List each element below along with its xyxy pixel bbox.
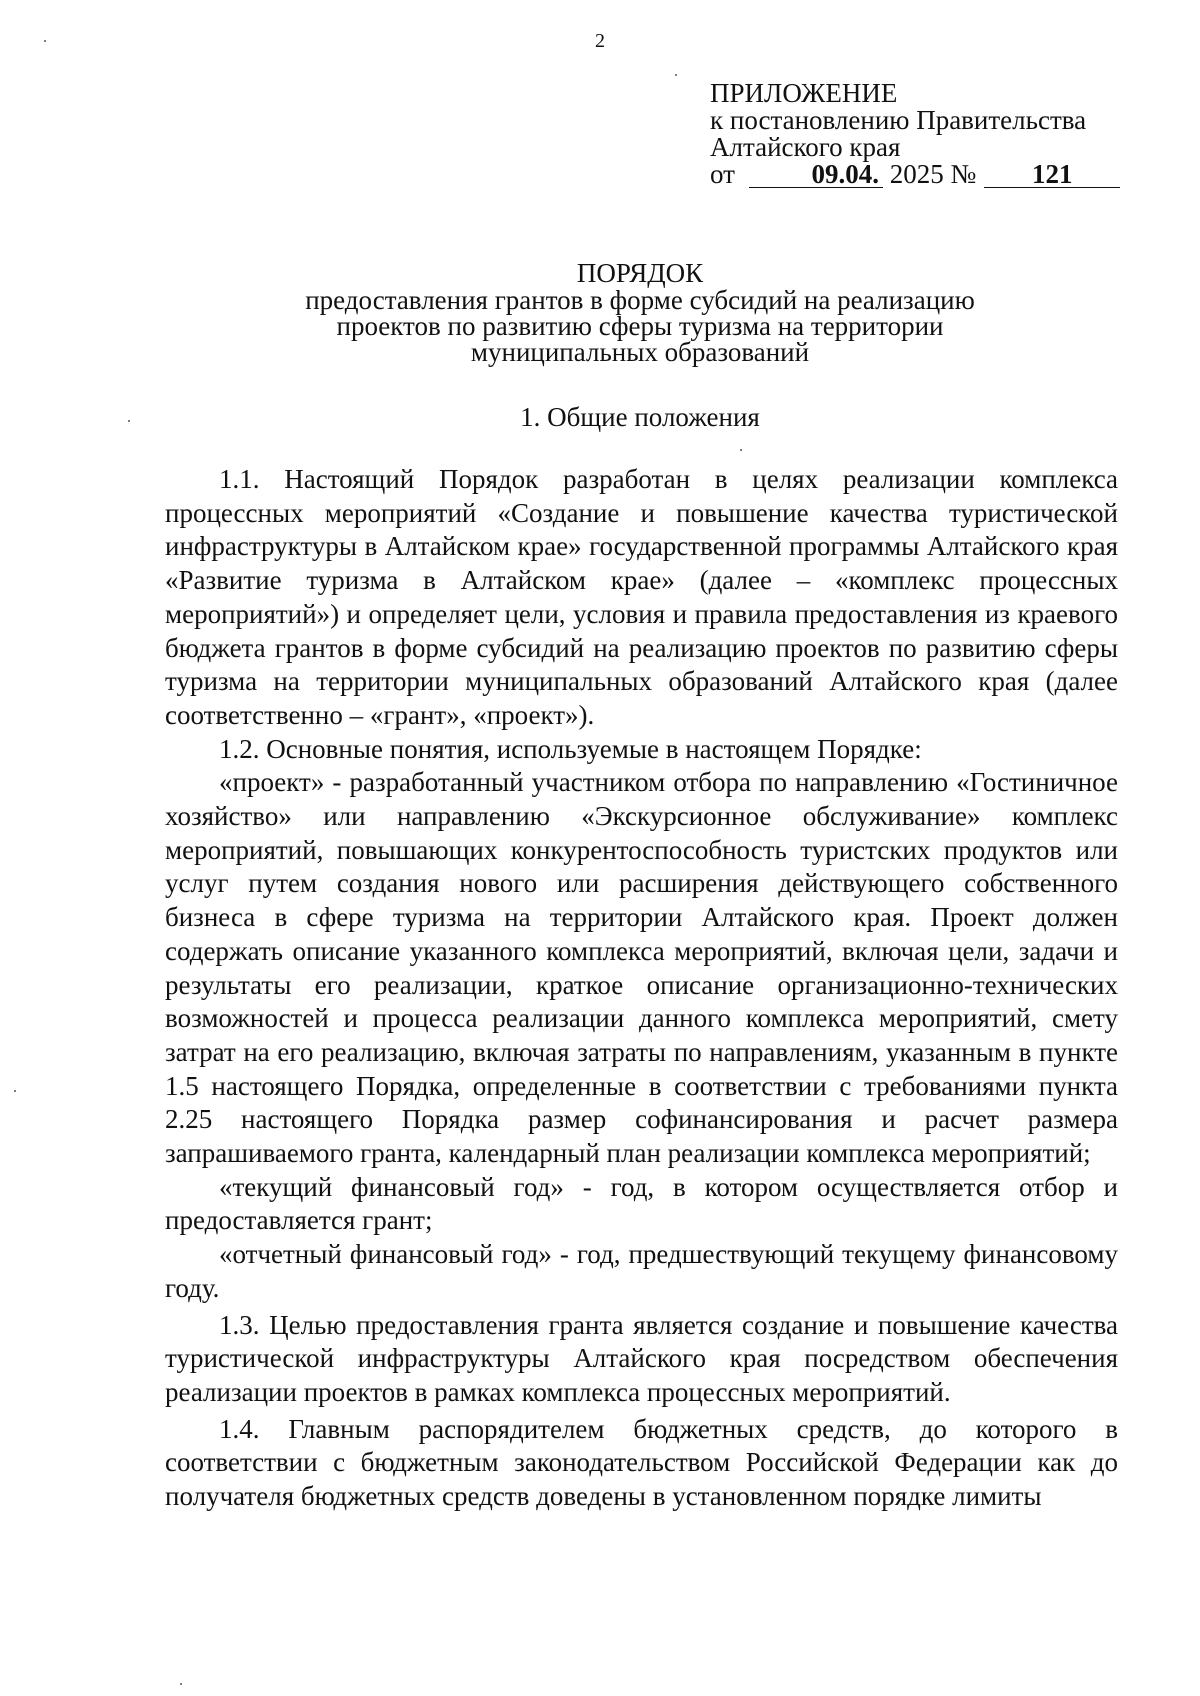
paragraph-1-3: 1.3. Целью предоставления гранта является создание и повышение качества туристической инфраструктуры Алтайского края посредством обеспечения реализации проектов в рамках комплекса процессных мероприятий. [165,1309,1118,1407]
scan-speck [14,1090,16,1092]
date-prefix: от [710,159,735,189]
section-heading: 1. Общие положения [520,402,760,432]
document-subtitle-line: муниципальных образований [470,337,810,367]
date-field: 09.04. [749,161,883,188]
appendix-date-line [710,161,1120,188]
number-field: 121 [984,161,1120,188]
paragraph-1-1: 1.1. Настоящий Порядок разработан в целях реализации комплекса процессных мероприятий «Создание и повышение качества туристической инфраструктуры в Алтайском крае» государственной программы Алтайского края «Развитие туризма в Алтайском крае» (далее – «комплекс процессных мероприятий») и определяет цели, условия и правила предоставления из краевого бюджета грантов в форме субсидий на реализацию проектов по развитию сферы туризма на территории муниципальных образований Алтайского края (далее соответственно – «грант», «проект»). [165,464,1118,730]
year-number-label: 2025 № [882,159,977,189]
definition-reporting-year: «отчетный финансовый год» - год, предшествующий текущему финансовому году. [165,1239,1118,1303]
definition-current-year: «текущий финансовый год» - год, в котором осуществляется отбор и предоставляется грант; [165,1171,1118,1236]
appendix-line-2: Алтайского края [710,132,901,162]
definition-project: «проект» - разработанный участником отбора по направлению «Гостиничное хозяйство» или направлению «Экскурсионное обслуживание» комплекс мероприятий, повышающих конкурентоспособность туристских продуктов или услуг путем создания нового или расширения действующего собственного бизнеса в сфере туризма на территории Алтайского края. Проект должен содержать описание указанного комплекса мероприятий, включая цели, задачи и результаты его реализации, краткое описание организационно-технических возможностей и процесса реализации данного комплекса мероприятий, смету затрат на его реализацию, включая затраты по направлениям, указанным в пункте 1.5 настоящего Порядка, определенные в соответствии с требованиями пункта 2.25 настоящего Порядка размер софинансирования и расчет размера запрашиваемого гранта, календарный план реализации комплекса мероприятий; [165,767,1118,1169]
appendix-title: ПРИЛОЖЕНИЕ [710,78,898,108]
scan-speck [675,74,677,76]
page-number: 2 [595,30,605,52]
document-subtitle-line: предоставления грантов в форме субсидий на реализацию [305,285,975,315]
scan-speck [740,449,742,451]
paragraph-1-2: 1.2. Основные понятия, используемые в настоящем Порядке: [219,733,922,764]
appendix-block [710,80,1120,188]
body-text [165,463,1118,1514]
scan-speck [180,1683,182,1685]
document-title-heading: ПОРЯДОК [576,258,704,288]
scan-speck [128,420,130,422]
document-subtitle-line: проектов по развитию сферы туризма на территории [336,311,944,341]
paragraph-1-4: 1.4. Главным распорядителем бюджетных средств, до которого в соответствии с бюджетным законодательством Российской Федерации как до получателя бюджетных средств доведены в установленном порядке лимиты [165,1413,1118,1512]
document-title [0,260,1200,365]
scan-speck [44,40,46,42]
appendix-line-1: к постановлению Правительства [710,105,1087,135]
